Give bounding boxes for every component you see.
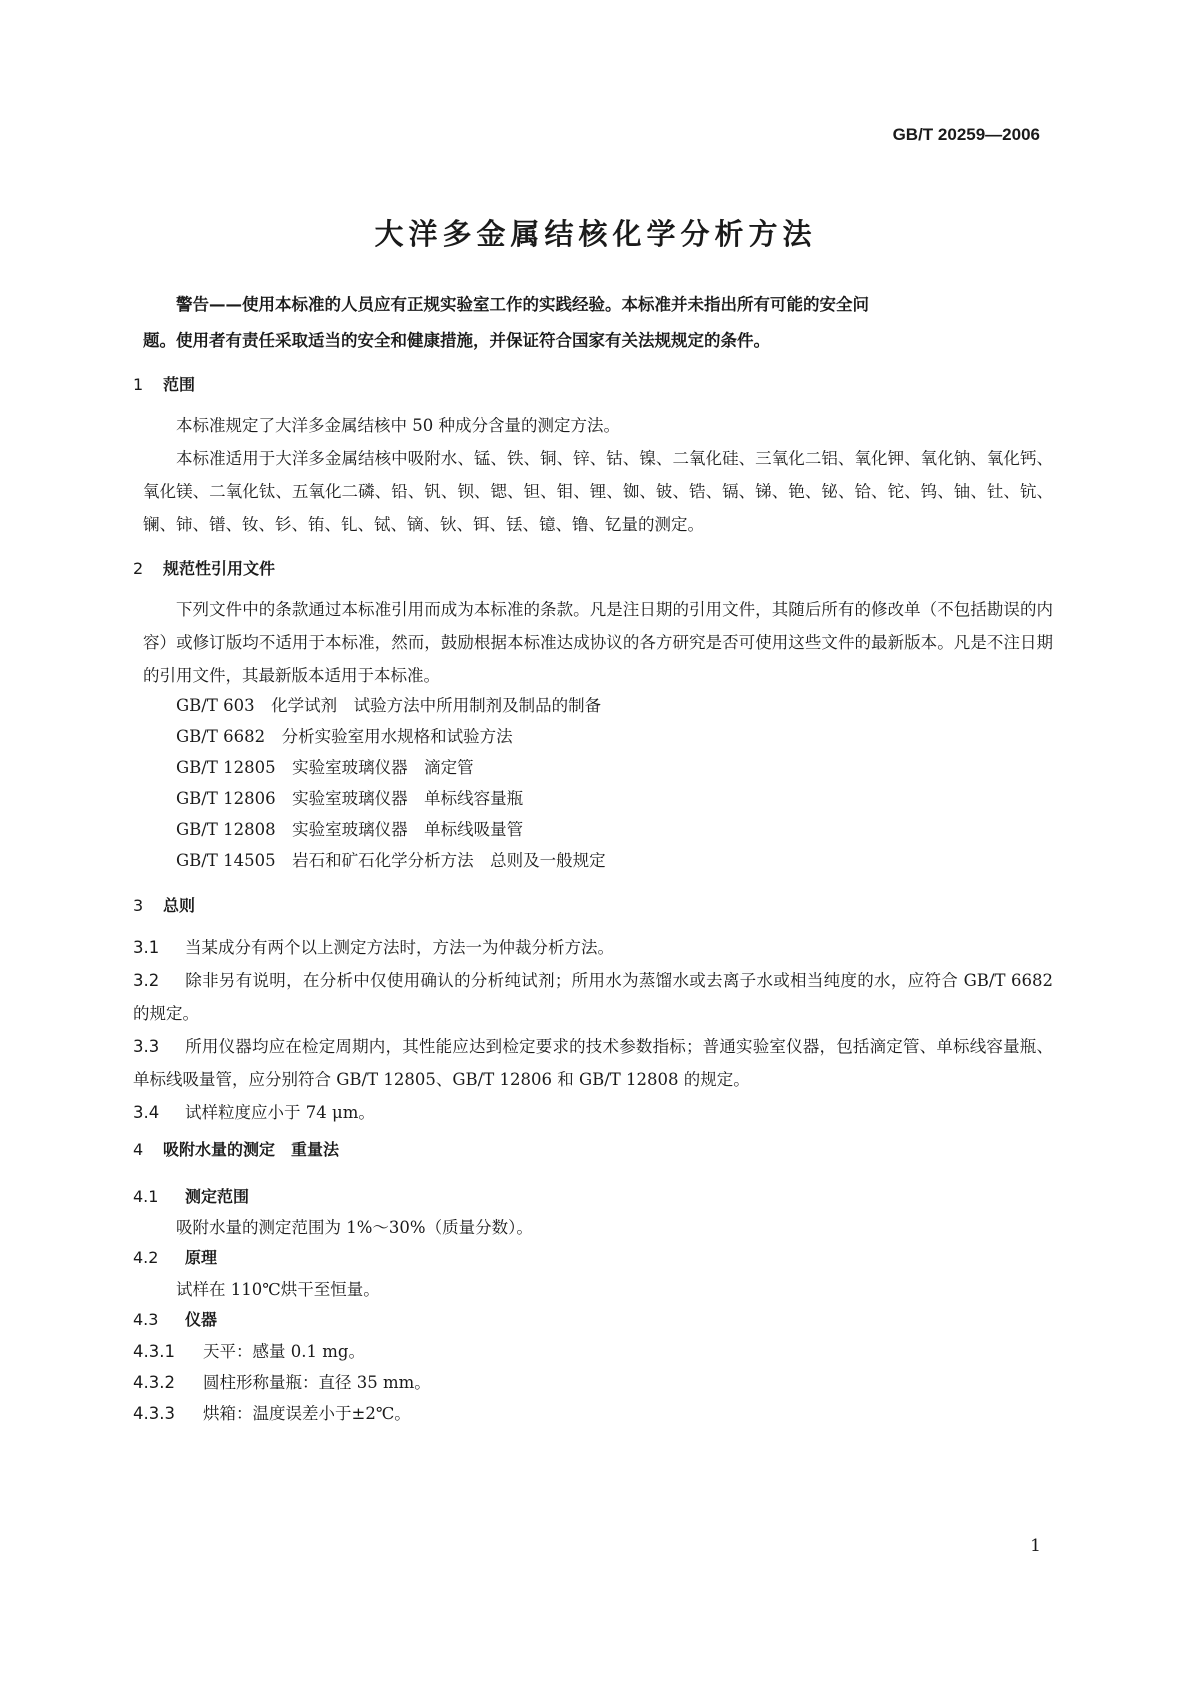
reference-item xyxy=(176,754,474,778)
list-item xyxy=(133,1400,411,1424)
reference-title: 岩石和矿石化学分析方法 总则及一般规定 xyxy=(292,851,606,870)
reference-item xyxy=(176,816,523,840)
clause-title: 测定范围 xyxy=(185,1187,250,1206)
item-number: 4.3.1 xyxy=(133,1342,175,1361)
clause-number: 3.1 xyxy=(133,938,160,957)
section-3-body xyxy=(133,931,1053,1129)
section-2-body xyxy=(143,593,1053,692)
clause-number: 3.2 xyxy=(133,971,160,990)
clause-text: 当某成分有两个以上测定方法时，方法一为仲裁分析方法。 xyxy=(185,938,614,957)
clause-number: 3.4 xyxy=(133,1103,160,1122)
section-1-heading xyxy=(133,372,195,395)
paragraph: 下列文件中的条款通过本标准引用而成为本标准的条款。凡是注日期的引用文件，其随后所有的修改单（不包括勘误的内容）或修订版均不适用于本标准，然而，鼓励根据本标准达成协议的各方研究是否可使用这些文件的最新版本。凡是不注日期的引用文件，其最新版本适用于本标准。 xyxy=(143,600,1053,685)
item-number: 4.3.2 xyxy=(133,1373,175,1392)
item-number: 4.3.3 xyxy=(133,1404,175,1423)
reference-code: GB/T 14505 xyxy=(176,851,276,870)
item-text: 天平：感量 0.1 mg。 xyxy=(203,1342,365,1361)
section-4-heading xyxy=(133,1137,339,1160)
section-number: 3 xyxy=(133,896,144,915)
subclause-heading xyxy=(133,1307,217,1330)
clause xyxy=(133,931,1053,964)
warning-line-1: 警告——使用本标准的人员应有正规实验室工作的实践经验。本标准并未指出所有可能的安全问 xyxy=(176,295,869,314)
subclause-heading xyxy=(133,1184,249,1207)
list-item xyxy=(133,1369,431,1393)
reference-code: GB/T 603 xyxy=(176,696,255,715)
reference-item xyxy=(176,847,606,871)
clause-number: 4.2 xyxy=(133,1248,159,1267)
reference-item xyxy=(176,692,601,716)
reference-title: 化学试剂 试验方法中所用制剂及制品的制备 xyxy=(271,696,602,715)
reference-code: GB/T 12805 xyxy=(176,758,276,777)
clause xyxy=(133,964,1053,1030)
clause-text: 试样粒度应小于 74 μm。 xyxy=(185,1103,375,1122)
clause-text: 除非另有说明，在分析中仅使用确认的分析纯试剂；所用水为蒸馏水或去离子水或相当纯度的水，应符合 GB/T 6682 的规定。 xyxy=(133,971,1053,1023)
section-2-heading xyxy=(133,556,275,579)
subclause-heading xyxy=(133,1245,217,1268)
paragraph: 本标准规定了大洋多金属结核中 50 种成分含量的测定方法。 xyxy=(176,416,620,435)
clause-title: 原理 xyxy=(185,1248,218,1267)
reference-code: GB/T 12808 xyxy=(176,820,276,839)
reference-item xyxy=(176,723,513,747)
section-number: 1 xyxy=(133,375,144,394)
section-3-heading xyxy=(133,893,195,916)
section-title: 规范性引用文件 xyxy=(163,559,276,578)
subclause-text: 试样在 110℃烘干至恒量。 xyxy=(176,1280,380,1299)
warning-block xyxy=(143,287,1053,359)
clause-number: 3.3 xyxy=(133,1037,160,1056)
section-title: 吸附水量的测定 重量法 xyxy=(163,1140,340,1159)
item-text: 烘箱：温度误差小于±2℃。 xyxy=(203,1404,411,1423)
section-number: 2 xyxy=(133,559,144,578)
warning-line-2: 题。使用者有责任采取适当的安全和健康措施，并保证符合国家有关法规规定的条件。 xyxy=(143,331,770,350)
clause xyxy=(133,1030,1053,1096)
reference-title: 实验室玻璃仪器 单标线吸量管 xyxy=(292,820,524,839)
subclause-text: 吸附水量的测定范围为 1%～30%（质量分数）。 xyxy=(176,1218,533,1237)
clause-text: 所用仪器均应在检定周期内，其性能应达到检定要求的技术参数指标；普通实验室仪器，包括滴定管、单标线容量瓶、单标线吸量管，应分别符合 GB/T 12805、GB/T 12806 和 GB/T 12808 的规定。 xyxy=(133,1037,1053,1089)
reference-code: GB/T 12806 xyxy=(176,789,276,808)
clause-number: 4.3 xyxy=(133,1310,159,1329)
reference-code: GB/T 6682 xyxy=(176,727,266,746)
document-title: 大洋多金属结核化学分析方法 xyxy=(374,217,817,251)
standard-code: GB/T 20259—2006 xyxy=(892,125,1040,144)
item-text: 圆柱形称量瓶：直径 35 mm。 xyxy=(203,1373,431,1392)
reference-title: 实验室玻璃仪器 单标线容量瓶 xyxy=(292,789,524,808)
reference-title: 分析实验室用水规格和试验方法 xyxy=(281,727,513,746)
section-title: 范围 xyxy=(163,375,196,394)
section-1-body xyxy=(143,409,1053,541)
list-item xyxy=(133,1338,365,1362)
section-title: 总则 xyxy=(163,896,196,915)
reference-title: 实验室玻璃仪器 滴定管 xyxy=(292,758,474,777)
clause-title: 仪器 xyxy=(185,1310,218,1329)
paragraph: 本标准适用于大洋多金属结核中吸附水、锰、铁、铜、锌、钴、镍、二氧化硅、三氧化二铝、氧化钾、氧化钠、氧化钙、氧化镁、二氧化钛、五氧化二磷、铅、钒、钡、锶、钽、钼、锂、铷、铍、锆、镉、锑、铯、铋、铪、铊、钨、铀、钍、钪、镧、铈、镨、钕、钐、铕、钆、铽、镝、钬、铒、铥、镱、镥、钇量的测定。 xyxy=(143,449,1053,534)
page-number: 1 xyxy=(1030,1536,1041,1556)
clause-number: 4.1 xyxy=(133,1187,159,1206)
clause xyxy=(133,1096,1053,1129)
section-number: 4 xyxy=(133,1140,144,1159)
reference-item xyxy=(176,785,523,809)
